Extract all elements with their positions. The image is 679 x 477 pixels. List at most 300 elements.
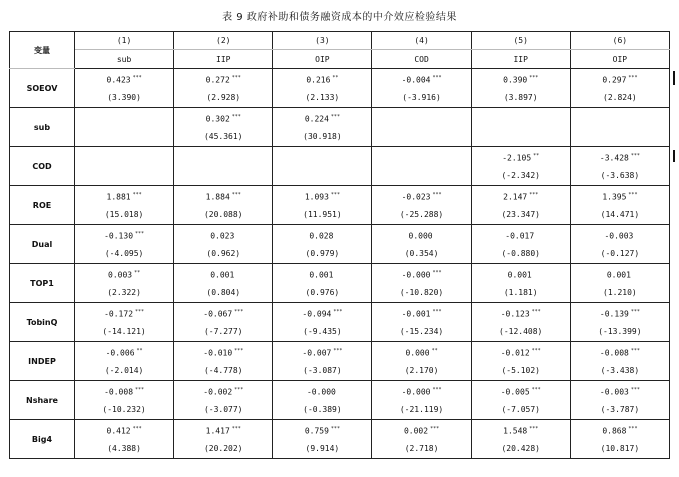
t-statistic: (1.181) [503,288,538,298]
t-statistic: (-21.119) [399,405,444,415]
result-cell [75,147,174,186]
result-cell [273,69,372,108]
coefficient-value: 0.023 [210,231,235,241]
significance-stars: *** [630,347,640,354]
coefficient [402,72,442,87]
t-statistic: (-10.820) [399,288,444,298]
variable-label: sub [10,108,75,147]
dependent-variable: IIP [471,50,570,69]
t-statistic: (11.951) [303,210,342,220]
coefficient [602,423,637,438]
coefficient-value: 0.759 [304,426,329,436]
result-cell [471,381,570,420]
coefficient [505,228,536,243]
result-cell [570,303,669,342]
result-cell [570,420,669,459]
coefficient [404,423,439,438]
t-statistic: (23.347) [501,210,540,220]
dependent-variable: OIP [570,50,669,69]
coefficient [503,72,538,87]
coefficient [305,423,340,438]
significance-stars: ** [533,152,540,159]
coefficient-value: 1.093 [304,192,329,202]
coefficient-value: -0.005 [500,387,530,397]
result-cell [75,69,174,108]
header-row-deps [10,50,670,69]
significance-stars: *** [330,191,340,198]
result-cell [174,147,273,186]
result-cell [174,381,273,420]
coefficient-value: 0.423 [106,75,131,85]
t-statistic: (-12.408) [499,327,543,337]
result-cell [75,303,174,342]
t-statistic: (-3.638) [600,171,640,181]
t-statistic: (-25.288) [399,210,444,220]
t-statistic: (-7.277) [203,327,243,337]
dependent-variable: sub [75,50,174,69]
coefficient [106,345,143,360]
margin-mark [673,71,675,85]
coefficient-value: -0.000 [401,387,431,397]
coefficient-value: -0.003 [599,387,629,397]
coefficient-value: -0.010 [203,348,233,358]
coefficient [600,345,640,360]
result-cell [372,303,471,342]
coefficient [203,384,243,399]
t-statistic: (-0.127) [600,249,640,259]
significance-stars: *** [234,308,244,315]
table-row [10,147,670,186]
table-row [10,264,670,303]
coefficient [107,423,142,438]
significance-stars: *** [132,191,142,198]
coefficient [502,150,539,165]
result-cell [570,69,669,108]
coefficient-value: -0.002 [203,387,233,397]
coefficient [305,189,340,204]
coefficient [501,306,541,321]
coefficient [206,189,241,204]
result-cell [372,186,471,225]
t-statistic: (-2.014) [104,366,144,376]
significance-stars: *** [630,386,640,393]
significance-stars: *** [333,347,343,354]
coefficient [206,111,241,126]
significance-stars: *** [135,230,145,237]
coefficient [402,267,442,282]
coefficient [309,267,335,282]
significance-stars: *** [330,425,340,432]
coefficient-value: 0.001 [309,270,334,280]
result-cell [174,342,273,381]
result-cell [372,108,471,147]
result-cell [273,264,372,303]
coefficient-value: -0.006 [105,348,135,358]
t-statistic: (20.088) [203,210,243,220]
t-statistic: (15.018) [104,210,144,220]
significance-stars: *** [231,74,241,81]
result-cell [273,381,372,420]
coefficient [104,306,144,321]
coefficient-value: -0.004 [401,75,431,85]
result-cell [471,108,570,147]
t-statistic: (-0.880) [501,249,540,259]
result-cell [372,420,471,459]
coefficient [503,189,538,204]
result-cell [570,225,669,264]
coefficient-value: -0.130 [104,231,134,241]
coefficient [402,189,442,204]
t-statistic: (0.962) [206,249,241,259]
result-cell [273,108,372,147]
result-cell [75,264,174,303]
model-number: (1) [75,32,174,50]
dependent-variable: OIP [273,50,372,69]
coefficient-value: -0.172 [104,309,134,319]
significance-stars: *** [234,386,244,393]
significance-stars: *** [330,113,340,120]
coefficient [602,189,637,204]
significance-stars: *** [231,425,241,432]
coefficient-value: -0.000 [306,387,336,397]
coefficient-value: 1.417 [205,426,230,436]
result-cell [273,342,372,381]
coefficient [307,384,338,399]
result-cell [471,303,570,342]
result-cell [75,381,174,420]
coefficient [607,267,633,282]
t-statistic: (-10.232) [102,405,146,415]
coefficient [421,153,423,168]
significance-stars: *** [529,191,539,198]
coefficient-value: 0.412 [106,426,131,436]
coefficient [107,72,142,87]
t-statistic: (-5.102) [501,366,540,376]
variable-label: Dual [10,225,75,264]
coefficient-value: 2.147 [503,192,528,202]
significance-stars: *** [628,425,638,432]
coefficient [501,384,541,399]
result-cell [471,147,570,186]
table-row [10,420,670,459]
margin-mark [673,150,675,162]
result-cell [471,342,570,381]
variable-label: TobinQ [10,303,75,342]
coefficient-value: 0.272 [205,75,230,85]
coefficient [206,72,241,87]
variable-label: COD [10,147,75,186]
table-row [10,186,670,225]
model-number: (3) [273,32,372,50]
coefficient [123,153,125,168]
coefficient-value: -0.003 [604,231,634,241]
t-statistic: (1.210) [603,288,637,298]
coefficient-value: 1.395 [602,192,627,202]
t-statistic: (3.390) [107,93,141,103]
t-statistic: (-4.778) [203,366,243,376]
coefficient-value: -0.012 [500,348,530,358]
coefficient-value: 0.000 [405,348,430,358]
t-statistic: (2.170) [404,366,439,376]
t-statistic: (-2.342) [501,171,540,181]
coefficient-value: -0.008 [599,348,629,358]
result-cell [471,225,570,264]
dependent-variable: COD [372,50,471,69]
variable-label: TOP1 [10,264,75,303]
result-cell [75,420,174,459]
t-statistic: (2.718) [404,444,439,454]
coefficient [302,345,342,360]
coefficient-value: 1.881 [106,192,131,202]
result-cell [471,69,570,108]
result-cell [174,186,273,225]
coefficient [503,423,538,438]
t-statistic: (0.804) [206,288,241,298]
variable-label: Big4 [10,420,75,459]
coefficient [107,189,142,204]
coefficient-value: 0.001 [606,270,631,280]
result-cell [273,303,372,342]
model-number: (6) [570,32,669,50]
t-statistic: (-15.234) [399,327,444,337]
t-statistic: (-0.389) [303,405,342,415]
result-cell [174,420,273,459]
variable-label: INDEP [10,342,75,381]
significance-stars: *** [628,74,638,81]
t-statistic: (9.914) [305,444,340,454]
variable-label: ROE [10,186,75,225]
t-statistic: (-3.787) [600,405,640,415]
t-statistic: (0.976) [305,288,340,298]
coefficient [508,267,534,282]
coefficient-value: 0.002 [403,426,429,436]
coefficient-value: -0.139 [599,309,629,319]
model-number: (5) [471,32,570,50]
coefficient [305,111,340,126]
coefficient [306,72,338,87]
table-row [10,381,670,420]
result-cell [471,420,570,459]
coefficient [123,114,125,129]
t-statistic: (10.817) [600,444,640,454]
significance-stars: ** [136,347,143,354]
t-statistic: (45.361) [203,132,243,142]
coefficient [402,384,442,399]
coefficient-value: 0.216 [306,75,331,85]
significance-stars: *** [630,308,640,315]
result-cell [174,303,273,342]
t-statistic: (0.979) [305,249,340,259]
coefficient-value: 0.224 [304,114,329,124]
dependent-variable: IIP [174,50,273,69]
t-statistic: (14.471) [600,210,640,220]
result-cell [471,264,570,303]
table-row [10,342,670,381]
significance-stars: *** [432,386,442,393]
coefficient-value: 0.000 [408,231,433,241]
result-cell [75,186,174,225]
coefficient-value: -0.123 [500,309,530,319]
t-statistic: (0.354) [404,249,439,259]
result-cell [75,225,174,264]
significance-stars: *** [432,269,442,276]
coefficient-value: -0.000 [401,270,431,280]
significance-stars: ** [431,347,438,354]
coefficient [619,114,621,129]
coefficient [602,72,637,87]
coefficient-value: -2.105 [502,153,532,163]
significance-stars: *** [432,74,442,81]
significance-stars: *** [531,308,541,315]
result-cell [570,186,669,225]
result-cell [273,225,372,264]
t-statistic: (4.388) [107,444,141,454]
result-cell [75,108,174,147]
coefficient-value: 0.302 [205,114,230,124]
significance-stars: *** [432,308,442,315]
t-statistic: (-3.438) [600,366,640,376]
coefficient [302,306,342,321]
coefficient-value: 0.028 [309,231,334,241]
coefficient-value: -0.017 [505,231,535,241]
significance-stars: *** [231,113,241,120]
coefficient [108,267,140,282]
t-statistic: (-13.399) [598,327,642,337]
significance-stars: *** [132,74,142,81]
coefficient-value: -0.023 [401,192,431,202]
table-row [10,69,670,108]
model-number: (4) [372,32,471,50]
significance-stars: ** [332,74,339,81]
result-cell [570,264,669,303]
result-cell [570,381,669,420]
t-statistic: (30.918) [303,132,342,142]
coefficient-value: 0.868 [602,426,627,436]
coefficient-value: -0.007 [302,348,332,358]
significance-stars: *** [234,347,244,354]
t-statistic: (2.824) [603,93,637,103]
coefficient [604,228,635,243]
result-cell [174,108,273,147]
coefficient [222,153,224,168]
significance-stars: *** [531,347,541,354]
coefficient [104,384,144,399]
significance-stars: ** [134,269,141,276]
coefficient-value: 0.003 [108,270,133,280]
significance-stars: *** [135,308,145,315]
result-cell [174,225,273,264]
coefficient-value: 1.548 [503,426,528,436]
result-cell [570,147,669,186]
result-cell [174,264,273,303]
result-cell [570,108,669,147]
significance-stars: *** [630,152,640,159]
coefficient [210,267,236,282]
result-cell [273,147,372,186]
coefficient-value: 0.001 [210,270,235,280]
t-statistic: (20.202) [203,444,243,454]
coefficient [600,150,640,165]
coefficient [210,228,236,243]
coefficient-value: 0.390 [503,75,528,85]
coefficient-value: 0.001 [507,270,532,280]
table-row [10,303,670,342]
result-cell [372,381,471,420]
result-cell [174,69,273,108]
significance-stars: *** [531,386,541,393]
coefficient-value: -3.428 [599,153,629,163]
t-statistic: (3.897) [503,93,538,103]
coefficient [501,345,541,360]
t-statistic: (-9.435) [303,327,342,337]
result-cell [372,69,471,108]
result-cell [570,342,669,381]
t-statistic: (2.133) [305,93,340,103]
result-cell [75,342,174,381]
coefficient [309,228,335,243]
t-statistic: (2.928) [206,93,241,103]
table-row [10,225,670,264]
coefficient [421,114,423,129]
coefficient [203,306,243,321]
coefficient-value: -0.094 [302,309,332,319]
coefficient-value: 1.884 [205,192,230,202]
result-cell [372,264,471,303]
coefficient [405,345,437,360]
coefficient [600,384,640,399]
t-statistic: (-3.087) [303,366,342,376]
results-table [9,31,670,459]
coefficient [104,228,144,243]
t-statistic: (-14.121) [102,327,146,337]
coefficient [402,306,442,321]
coefficient [520,114,522,129]
significance-stars: *** [529,425,539,432]
coefficient-value: -0.001 [401,309,431,319]
result-cell [372,225,471,264]
significance-stars: *** [132,425,142,432]
t-statistic: (-3.916) [402,93,441,103]
t-statistic: (-3.077) [203,405,243,415]
table-title: 表 9 政府补助和债务融资成本的中介效应检验结果 [222,12,457,23]
coefficient-value: 0.297 [602,75,627,85]
significance-stars: *** [333,308,343,315]
header-row-numbers [10,32,670,50]
result-cell [273,186,372,225]
coefficient [321,153,323,168]
significance-stars: *** [628,191,638,198]
result-cell [273,420,372,459]
coefficient [206,423,241,438]
coefficient [600,306,640,321]
coefficient-value: -0.067 [203,309,233,319]
coefficient [203,345,243,360]
result-cell [372,342,471,381]
var-header: 变量 [10,32,75,69]
variable-label: SOEOV [10,69,75,108]
t-statistic: (-7.057) [501,405,540,415]
significance-stars: *** [231,191,241,198]
result-cell [372,147,471,186]
t-statistic: (-4.095) [104,249,144,259]
table-row [10,108,670,147]
model-number: (2) [174,32,273,50]
significance-stars: *** [529,74,539,81]
significance-stars: *** [432,191,442,198]
significance-stars: *** [430,425,440,432]
t-statistic: (2.322) [107,288,141,298]
t-statistic: (20.428) [501,444,540,454]
